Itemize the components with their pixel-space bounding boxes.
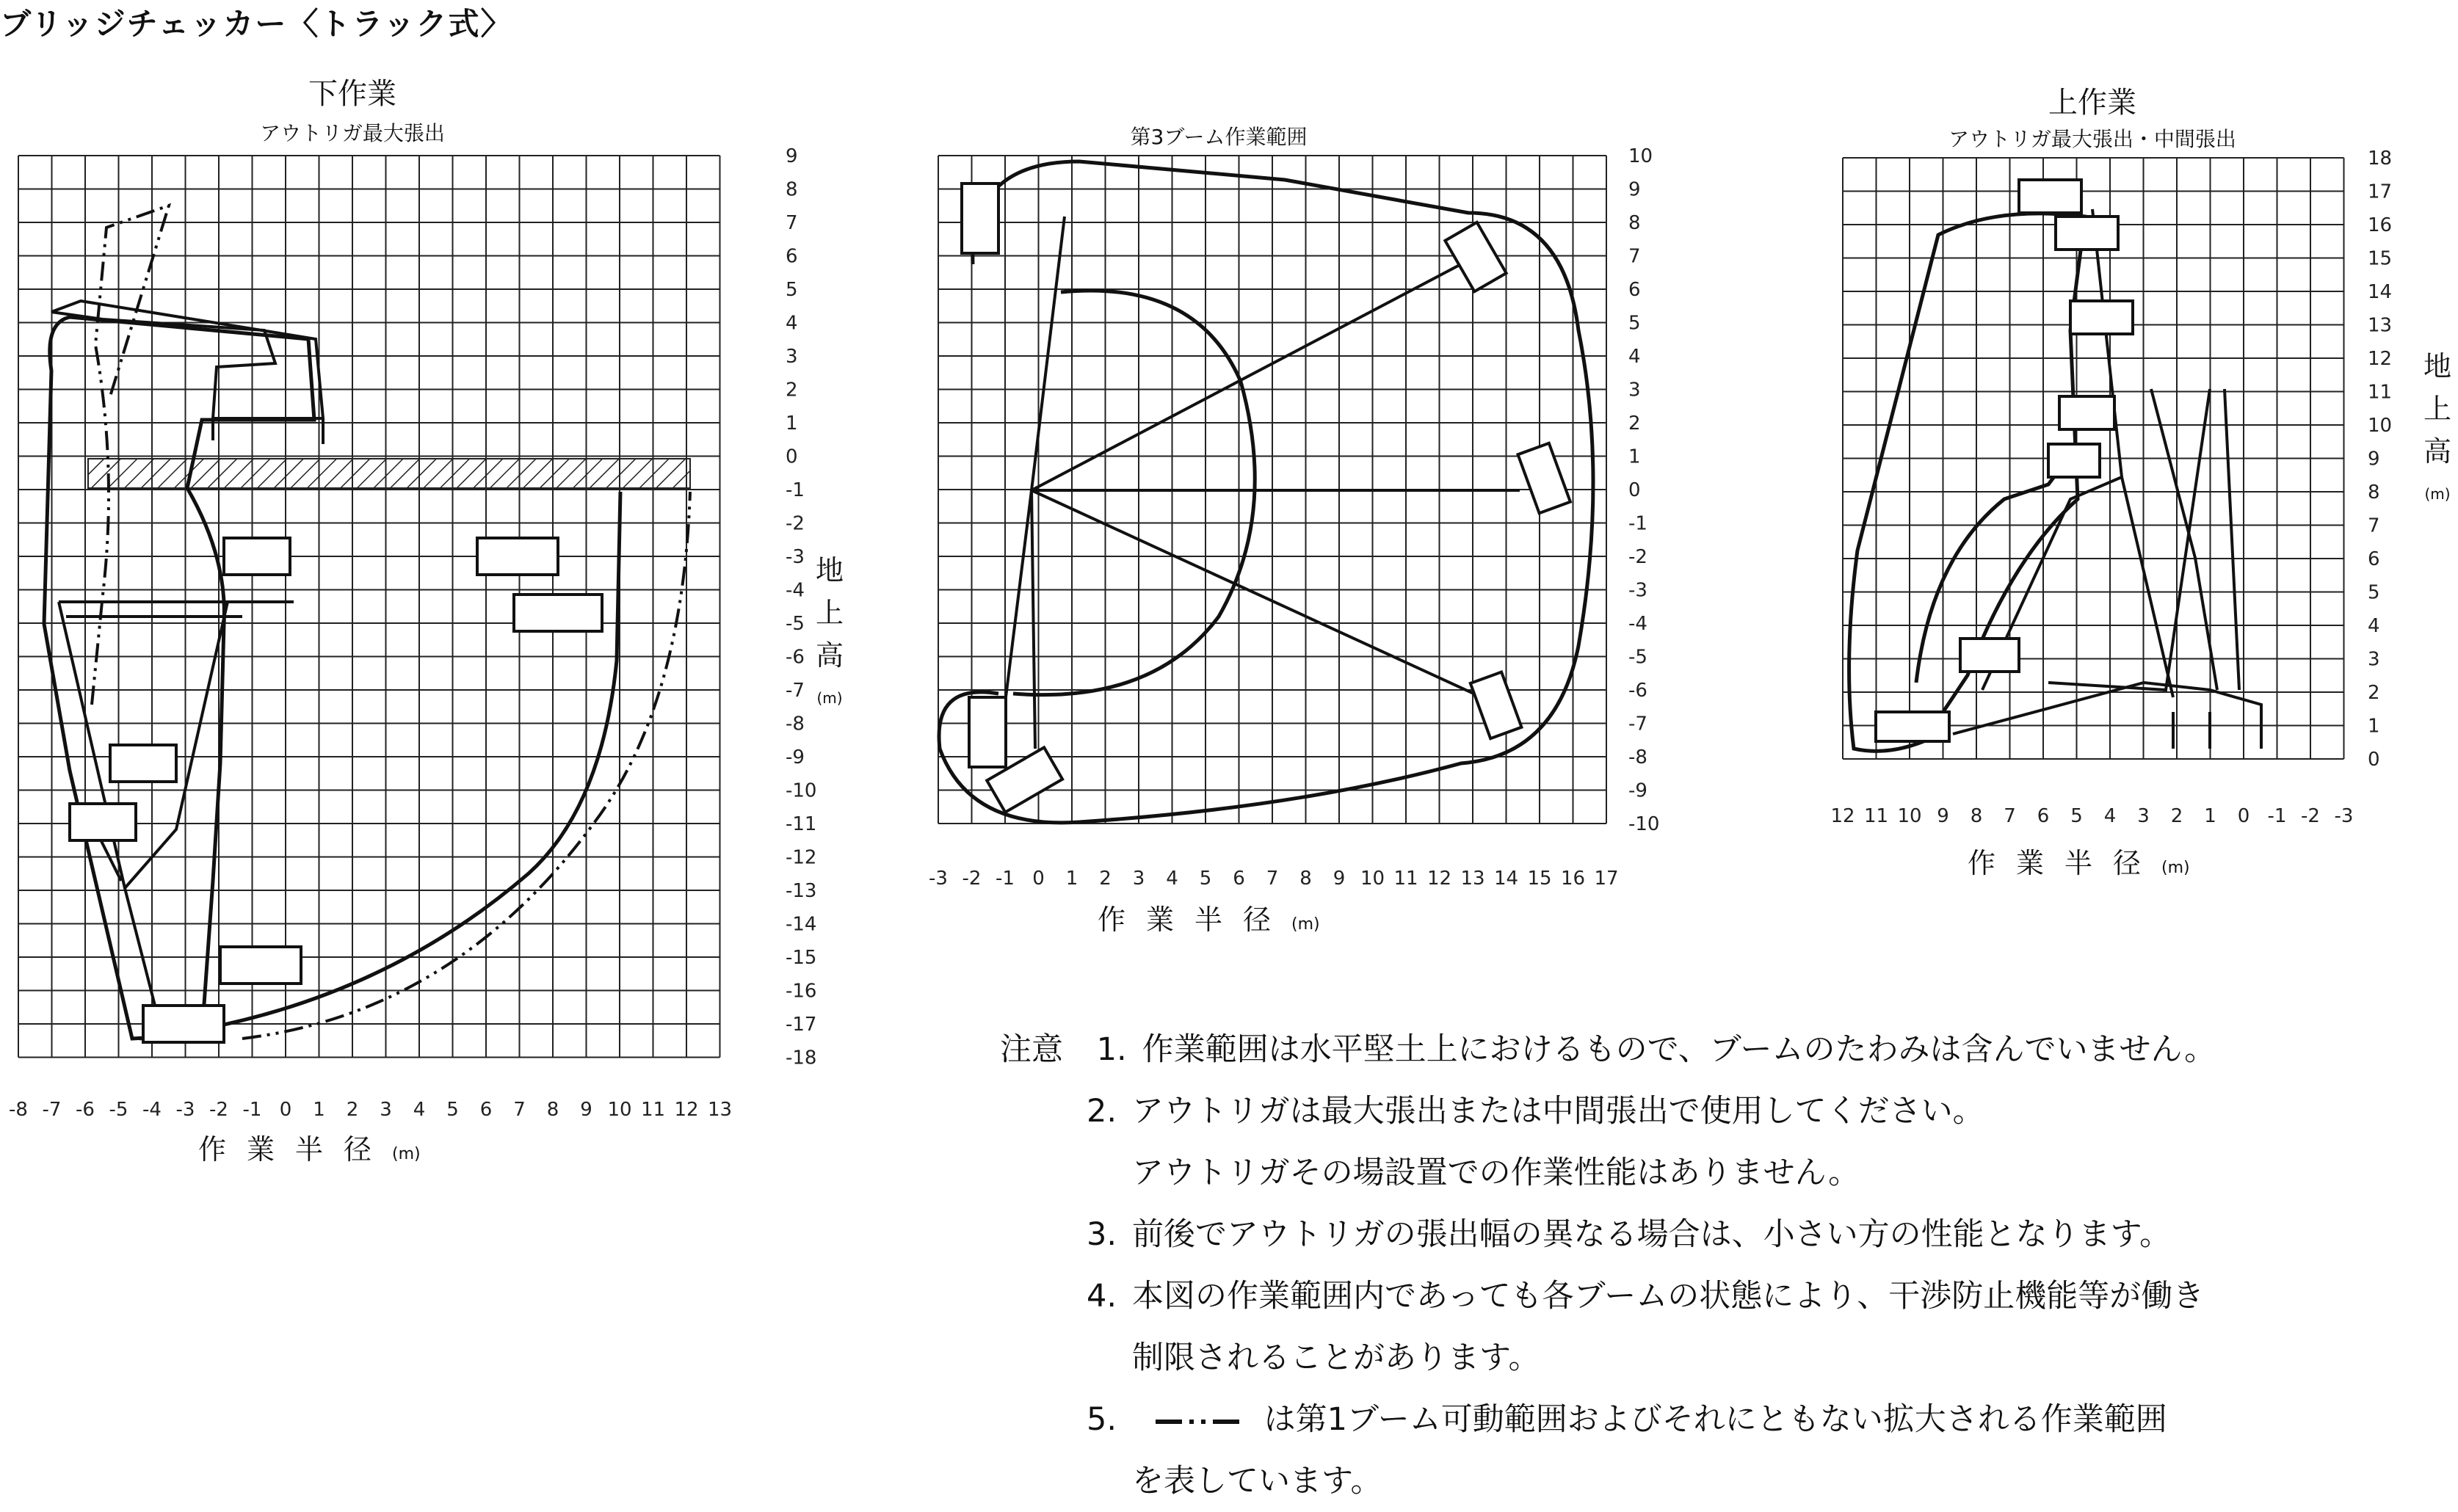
upper-x-tick-label: 0: [2237, 805, 2250, 827]
middle-y-tick-label: 9: [1628, 178, 1641, 201]
lower-x-tick-label: -1: [242, 1099, 262, 1121]
middle-x-tick-label: 1: [1065, 868, 1078, 890]
upper-y-axis-title: 地 上 高 (m): [2423, 350, 2451, 503]
page-title: ブリッジチェッカー〈トラック式〉: [0, 6, 513, 42]
lower-work-range-diagram: [0, 145, 817, 1130]
upper-x-tick-labels: [1830, 805, 2353, 827]
lower-y-tick-label: -8: [786, 713, 805, 735]
middle-y-tick-label: 10: [1628, 145, 1653, 167]
upper-x-tick-label: -2: [2301, 805, 2320, 827]
middle-x-tick-label: 16: [1560, 868, 1586, 890]
upper-x-tick-label: 7: [2004, 805, 2016, 827]
upper-x-tick-label: 3: [2137, 805, 2150, 827]
middle-y-tick-label: -10: [1628, 813, 1660, 835]
upper-y-tick-label: 7: [2368, 515, 2380, 537]
upper-baskets: [1876, 180, 2133, 741]
middle-x-tick-labels: [929, 868, 1619, 890]
middle-y-tick-label: -3: [1628, 579, 1647, 602]
lower-y-tick-label: -17: [786, 1014, 817, 1036]
upper-x-tick-label: 11: [1863, 805, 1889, 827]
note-item-1: 注意 1. 作業範囲は水平堅土上におけるもので、ブームのたわみは含んでいません。: [1000, 1019, 2216, 1080]
middle-y-tick-label: -1: [1628, 512, 1647, 535]
note-item-2-cont: アウトリガその場設置での作業性能はありません。: [1132, 1155, 1860, 1191]
middle-y-tick-label: -7: [1628, 713, 1647, 735]
lower-x-tick-label: 0: [279, 1099, 292, 1121]
middle-x-tick-label: 2: [1099, 868, 1112, 890]
note-item-4: 4. 本図の作業範囲内であっても各ブームの状態により、干渉防止機能等が働き: [1087, 1278, 2205, 1315]
upper-y-tick-label: 14: [2368, 281, 2393, 303]
lower-y-tick-label: 0: [786, 446, 798, 468]
ground-level-band: [88, 459, 690, 488]
third-boom-baskets: [962, 183, 1570, 813]
upper-x-tick-label: 2: [2170, 805, 2183, 827]
middle-x-tick-label: -1: [996, 868, 1015, 890]
middle-y-tick-label: 7: [1628, 245, 1641, 268]
lower-x-tick-label: -3: [175, 1099, 195, 1121]
upper-x-tick-label: -3: [2334, 805, 2354, 827]
middle-x-tick-label: -3: [929, 868, 948, 890]
lower-x-tick-label: 10: [607, 1099, 632, 1121]
lower-y-axis-title: 地 上 高 (m): [815, 554, 844, 707]
upper-y-tick-label: 8: [2368, 481, 2380, 504]
upper-y-tick-label: 12: [2368, 348, 2393, 370]
upper-x-tick-label: 1: [2204, 805, 2216, 827]
upper-x-axis-unit: (m): [2161, 859, 2190, 877]
middle-x-tick-label: 3: [1132, 868, 1145, 890]
middle-x-tick-label: 8: [1299, 868, 1312, 890]
middle-x-tick-label: 10: [1360, 868, 1385, 890]
lower-x-axis-title: 作業半径(m): [198, 1133, 421, 1166]
upper-y-tick-label: 4: [2368, 615, 2380, 637]
upper-y-tick-label: 13: [2368, 314, 2393, 337]
lower-x-tick-label: 1: [313, 1099, 325, 1121]
lower-x-tick-label: 13: [707, 1099, 733, 1121]
lower-y-tick-label: -18: [786, 1047, 817, 1069]
middle-x-tick-label: 4: [1166, 868, 1178, 890]
lower-x-tick-label: 9: [580, 1099, 592, 1121]
lower-x-tick-labels: [9, 1099, 732, 1121]
middle-x-tick-label: 14: [1493, 868, 1519, 890]
notes-block: [1000, 1019, 2216, 1512]
lower-y-tick-label: -6: [786, 646, 805, 669]
middle-x-tick-label: 11: [1393, 868, 1418, 890]
lower-y-tick-label: 1: [786, 412, 798, 435]
upper-x-tick-label: 10: [1897, 805, 1922, 827]
middle-y-tick-label: 0: [1628, 479, 1641, 501]
lower-y-tick-label: -2: [786, 512, 805, 535]
upper-y-tick-labels: [2368, 148, 2392, 771]
upper-x-tick-label: 9: [1937, 805, 1949, 827]
lower-x-tick-label: -4: [142, 1099, 162, 1121]
middle-x-axis-unit: (m): [1291, 915, 1320, 934]
upper-x-tick-label: 4: [2103, 805, 2117, 827]
lower-y-tick-label: 3: [786, 346, 798, 368]
notes-heading: 注意: [1000, 1031, 1063, 1068]
middle-y-tick-label: -8: [1628, 746, 1647, 768]
middle-x-axis-title: 作業半径(m): [1098, 904, 1320, 936]
lower-y-tick-label: -11: [786, 813, 817, 835]
upper-panel-subtitle: アウトリガ最大張出・中間張出: [1948, 127, 2236, 151]
lower-x-tick-label: 4: [413, 1099, 426, 1121]
middle-x-tick-label: 17: [1594, 868, 1619, 890]
lower-x-tick-label: -2: [209, 1099, 228, 1121]
note-item-4-cont: 制限されることがあります。: [1132, 1340, 1540, 1376]
lower-x-tick-label: 5: [446, 1099, 459, 1121]
lower-x-tick-label: 6: [479, 1099, 493, 1121]
lower-x-tick-label: 2: [346, 1099, 359, 1121]
lower-y-tick-label: -5: [786, 613, 805, 635]
lower-y-tick-label: -16: [786, 980, 817, 1003]
middle-x-tick-label: 6: [1233, 868, 1245, 890]
lower-panel-title: 下作業: [308, 77, 396, 111]
lower-y-tick-label: 2: [786, 379, 798, 401]
middle-y-tick-label: -5: [1628, 646, 1647, 669]
upper-y-tick-label: 10: [2368, 415, 2393, 437]
middle-x-tick-label: 0: [1032, 868, 1045, 890]
lower-y-tick-label: 6: [786, 245, 798, 268]
lower-panel-subtitle: アウトリガ最大張出: [260, 121, 445, 145]
middle-y-tick-label: 6: [1628, 279, 1641, 301]
upper-x-tick-label: 12: [1830, 805, 1855, 827]
middle-x-tick-label: 5: [1199, 868, 1212, 890]
middle-y-tick-label: 1: [1628, 446, 1641, 468]
lower-y-tick-label: -9: [786, 746, 805, 768]
lower-y-tick-label: -15: [786, 947, 817, 969]
lower-x-tick-label: -6: [76, 1099, 95, 1121]
upper-x-tick-label: 6: [2037, 805, 2050, 827]
upper-y-tick-label: 9: [2368, 448, 2380, 470]
upper-y-tick-label: 11: [2368, 381, 2393, 404]
upper-y-tick-label: 6: [2368, 548, 2380, 570]
lower-y-tick-label: -3: [786, 546, 805, 568]
lower-y-tick-label: 7: [786, 212, 798, 234]
third-boom-range-diagram: [929, 145, 1660, 925]
lower-y-tick-label: -13: [786, 880, 817, 902]
upper-y-tick-label: 15: [2368, 247, 2393, 270]
middle-x-tick-label: 7: [1266, 868, 1279, 890]
lower-x-tick-label: 8: [546, 1099, 559, 1121]
note-item-5-cont: を表しています。: [1132, 1463, 1382, 1500]
middle-y-tick-label: -6: [1628, 680, 1647, 702]
third-boom-arms: [1002, 217, 1520, 749]
note-item-5: 5. は第1ブーム可動範囲およびそれにともない拡大される作業範囲: [1087, 1401, 2167, 1438]
upper-work-range-diagram: [1828, 147, 2393, 851]
upper-y-tick-label: 0: [2368, 749, 2380, 771]
upper-y-tick-label: 16: [2368, 214, 2393, 236]
middle-x-tick-label: 9: [1333, 868, 1346, 890]
lower-x-tick-label: 12: [674, 1099, 699, 1121]
lower-y-tick-label: -10: [786, 779, 817, 802]
upper-x-tick-label: -1: [2267, 805, 2287, 827]
middle-y-tick-label: -9: [1628, 779, 1647, 802]
middle-y-tick-label: 2: [1628, 412, 1641, 435]
lower-grid: [18, 156, 720, 1058]
middle-y-tick-label: 3: [1628, 379, 1641, 401]
lower-y-tick-label: -12: [786, 846, 817, 869]
lower-x-tick-label: 7: [513, 1099, 526, 1121]
middle-y-tick-labels: [1628, 145, 1659, 835]
lower-x-tick-label: -7: [42, 1099, 62, 1121]
middle-y-tick-label: -2: [1628, 546, 1647, 568]
middle-x-tick-label: 13: [1460, 868, 1485, 890]
lower-x-axis-unit: (m): [392, 1145, 421, 1163]
dashdot-legend-symbol: [1156, 1411, 1251, 1433]
note-item-2: 2. アウトリガは最大張出または中間張出で使用してください。: [1087, 1093, 1984, 1130]
lower-x-tick-label: 3: [380, 1099, 392, 1121]
lower-y-tick-label: -1: [786, 479, 805, 501]
upper-y-tick-label: 1: [2368, 715, 2380, 738]
upper-x-tick-label: 5: [2070, 805, 2083, 827]
upper-y-tick-label: 5: [2368, 581, 2380, 604]
lower-y-tick-label: 9: [786, 145, 798, 167]
lower-x-tick-label: -8: [9, 1099, 28, 1121]
lower-x-tick-label: 11: [640, 1099, 666, 1121]
upper-y-tick-label: 3: [2368, 648, 2380, 671]
upper-y-tick-label: 18: [2368, 148, 2393, 170]
middle-x-tick-label: 12: [1426, 868, 1452, 890]
note-item-3: 3. 前後でアウトリガの張出幅の異なる場合は、小さい方の性能となります。: [1087, 1216, 2172, 1253]
upper-y-tick-label: 17: [2368, 181, 2393, 203]
lower-y-tick-label: -4: [786, 579, 805, 602]
lower-y-tick-label: -14: [786, 913, 817, 936]
middle-x-tick-label: 15: [1527, 868, 1552, 890]
upper-x-tick-label: 8: [1970, 805, 1983, 827]
upper-panel-title: 上作業: [2048, 86, 2136, 120]
lower-y-tick-label: 5: [786, 279, 798, 301]
middle-panel-title: 第3ブーム作業範囲: [1130, 125, 1308, 149]
lower-y-tick-label: -7: [786, 680, 805, 702]
lower-y-tick-label: 8: [786, 178, 798, 201]
middle-x-tick-label: -2: [962, 868, 982, 890]
lower-x-tick-label: -5: [109, 1099, 128, 1121]
upper-y-tick-label: 2: [2368, 682, 2380, 704]
middle-y-tick-label: 5: [1628, 312, 1641, 335]
upper-x-axis-title: 作業半径(m): [1968, 847, 2190, 879]
middle-y-tick-label: -4: [1628, 613, 1647, 635]
middle-y-tick-label: 4: [1628, 346, 1641, 368]
lower-y-tick-label: 4: [786, 312, 798, 335]
middle-y-tick-label: 8: [1628, 212, 1641, 234]
